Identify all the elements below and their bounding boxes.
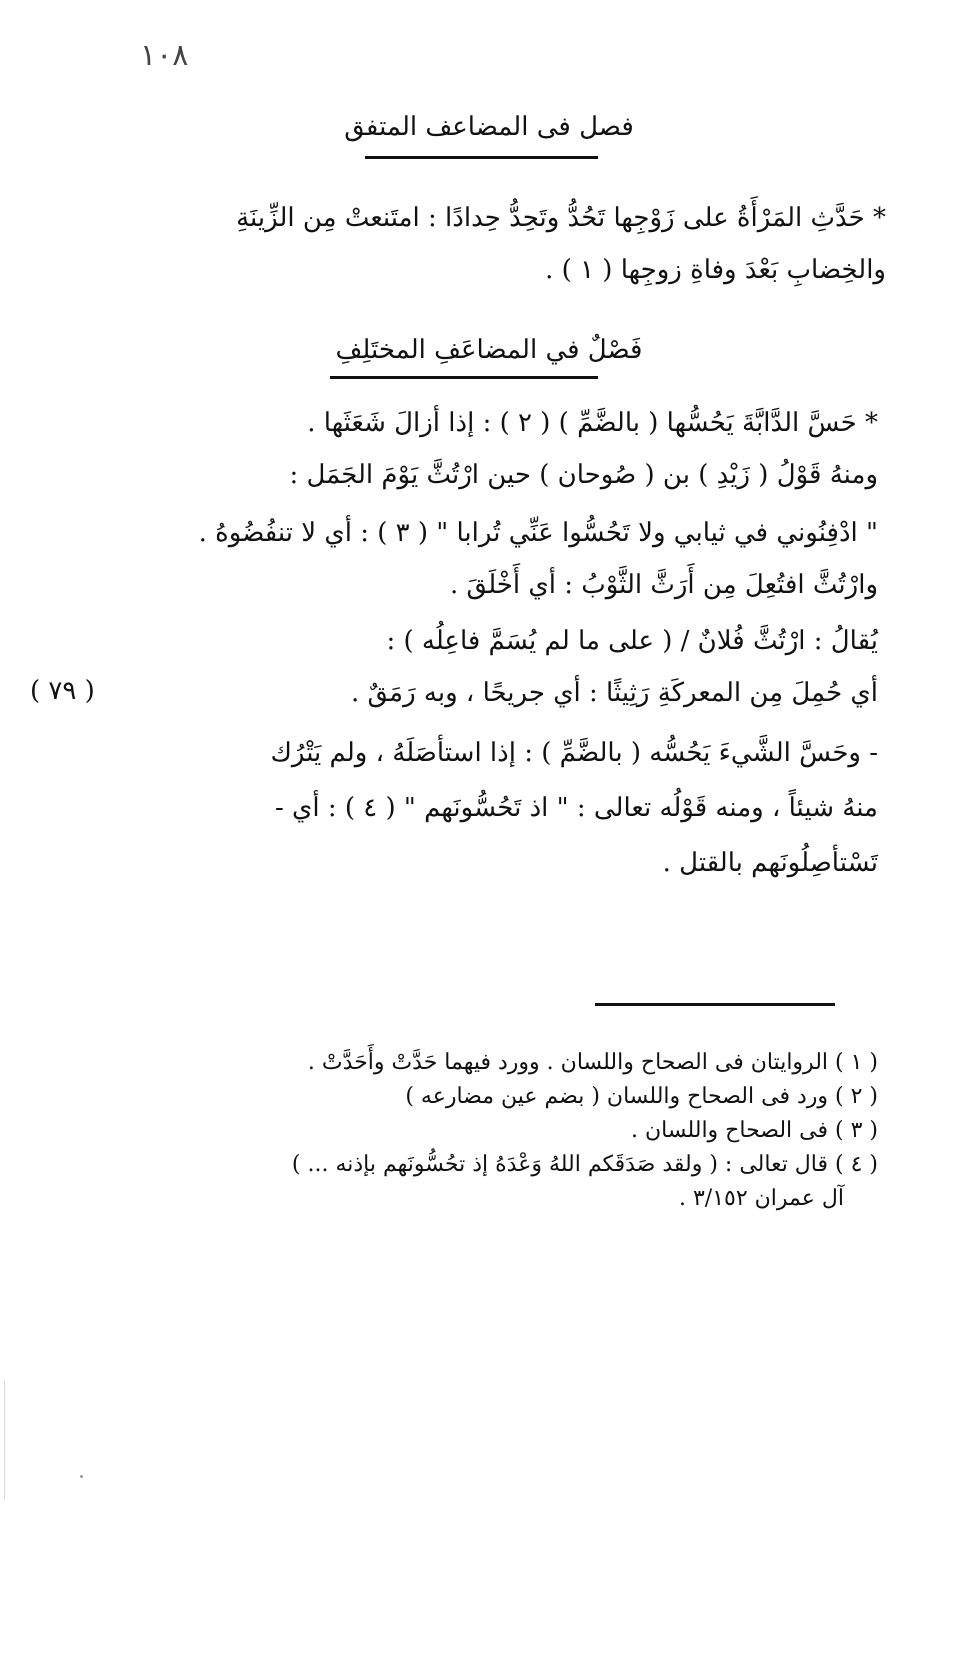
text-line: والخِضابِ بَعْدَ وفاةِ زوجِها ( ١ ) . [545,255,886,285]
text-line: منهُ شيئاً ، ومنه قَوْلُه تعالى : " اذ تَحُسُّونَهم " ( ٤ ) : أي - [274,793,878,823]
footnote: ( ٣ ) فى الصحاح واللسان . [630,1118,878,1143]
text-line: * حَسَّ الدَّابَّةَ يَحُسُّها ( بالضَّمِّ ) ( ٢ ) : إذا أزالَ شَعَثَها . [307,408,878,438]
footnote-continuation: آل عمران ٣/١٥٢ . [678,1186,844,1211]
text-line: وارْتُثَّ افتُعِلَ مِن أَرَثَّ الثَّوْبُ : أي أَخْلَقَ . [449,570,878,600]
section1-paragraph [86,205,886,295]
text-line: أي حُمِلَ مِن المعركَةِ رَثِيثًا : أي جريحًا ، وبه رَمَقٌ . [350,678,878,708]
footnote: ( ١ ) الروايتان فى الصحاح واللسان . وورد فيهما حَدَّتْ وأَحَدَّتْ . [307,1050,878,1075]
text-line: - وحَسَّ الشَّيءَ يَحُسُّه ( بالضَّمِّ ) : إذا استأصَلَهُ ، ولم يَتْرُك [270,738,878,768]
scan-artifact [4,1380,5,1500]
footnotes [118,1050,878,1220]
text-line: تَسْتأصِلُونَهم بالقتل . [662,848,878,878]
section2-paragraph [118,410,878,890]
section-title: فَصْلٌ في المضاعَفِ المختَلِفِ [335,335,643,365]
scan-artifact [80,1475,83,1478]
margin-page-reference: ( ٧٩ ) [30,676,95,706]
page-number: ١٠٨ [140,38,189,73]
heading-underline [365,156,598,159]
text-line: يُقالُ : ارْتُثَّ فُلانٌ / ( على ما لم يُسَمَّ فاعِلُه ) : [386,626,878,656]
footnote: ( ٢ ) ورد فى الصحاح واللسان ( بضم عين مضارعه ) [405,1084,878,1109]
text-line: * حَدَّثِ المَرْأَةُ على زَوْجِها تَحُدُّ وتَحِدُّ حِدادًا : امتَنعتْ مِن الزِّينَةِ [236,203,886,233]
section-heading-2 [0,335,978,371]
heading-underline [330,376,598,379]
footnote: ( ٤ ) قال تعالى : ( ولقد صَدَقَكم اللهُ وَعْدَهُ إذ تحُسُّونَهم بإذنه ... ) [291,1152,878,1177]
section-title: فصل فى المضاعف المتفق [344,112,634,142]
footnote-separator [595,1003,835,1006]
section-heading-1 [0,112,978,148]
text-line: " ادْفِنُوني في ثيابي ولا تَحُسُّوا عَنِّي تُرابا " ( ٣ ) : أي لا تنفُضُوهُ . [198,518,878,548]
text-line: ومنهُ قَوْلُ ( زَيْدِ ) بن ( صُوحان ) حين ارْتُثَّ يَوْمَ الجَمَل : [289,460,878,490]
